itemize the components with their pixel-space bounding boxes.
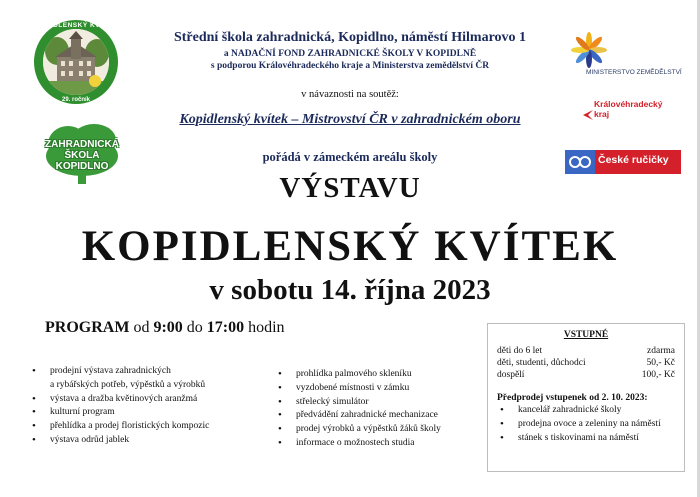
school-logo-line1: ZAHRADNICKÁ	[45, 139, 119, 150]
region-logo-line1: Královéhradecký	[594, 99, 663, 109]
list-item: • výstava a dražba květinových aranžmá	[32, 393, 262, 407]
program-line	[45, 319, 285, 337]
list-item: • vyzdobené místnosti v zámku	[278, 382, 488, 396]
program-end: 17:00	[206, 319, 245, 336]
program-label: PROGRAM	[45, 319, 130, 336]
program-from-word: od	[133, 319, 150, 336]
list-item: • informace o možnostech studia	[278, 437, 488, 451]
program-start: 9:00	[153, 319, 183, 336]
ministry-logo-text: MINISTERSTVO ZEMĚDĚLSTVÍ	[586, 69, 682, 76]
list-item: • přehlídka a prodej floristických kompozic	[32, 420, 262, 434]
event-title: KOPIDLENSKÝ KVÍTEK	[81, 223, 619, 270]
foundation-line: a NADAČNÍ FOND ZAHRADNICKÉ ŠKOLY V KOPIDLNĚ	[223, 49, 477, 59]
region-logo-text	[594, 99, 663, 119]
kopidlensky-kvitek-seal-logo	[34, 20, 118, 104]
admission-row-label: dospělí	[497, 370, 525, 380]
host-text: pořádá v zámeckém areálu školy	[262, 150, 438, 164]
ceske-rucicky-text: České ručičky	[598, 154, 669, 166]
list-item: • stánek s tiskovinami na náměstí	[500, 432, 678, 446]
admission-row-label: děti do 6 let	[497, 346, 543, 356]
list-item: • předvádění zahradnické mechanizace	[278, 409, 488, 423]
competition-name: Kopidlenský kvítek – Mistrovství ČR v zahradnickém oboru	[179, 112, 521, 127]
admission-row-price: zdarma	[647, 346, 675, 356]
admission-box	[487, 323, 685, 472]
admission-title: VSTUPNÉ	[563, 330, 609, 340]
program-to-word: do	[186, 319, 203, 336]
program-list-right	[278, 368, 488, 451]
list-item: • prodejní výstava zahradnických a rybářských potřeb, výpěstků a výrobků	[32, 365, 262, 393]
admission-row-price: 100,- Kč	[641, 370, 675, 380]
chateau-icon	[43, 29, 109, 95]
seal-top-text: KOPIDLENSKÝ KVÍTEK	[35, 22, 117, 29]
seal-year-text: 29. ročník	[61, 97, 90, 103]
region-logo-line2: kraj	[594, 109, 610, 119]
presale-title: Předprodej vstupenek od 2. 10. 2023:	[497, 393, 648, 403]
intro-text: v návaznosti na soutěž:	[301, 89, 399, 100]
presale-list	[500, 404, 678, 445]
list-item: • prodej výrobků a výpěstků žáků školy	[278, 423, 488, 437]
admission-row-price: 50,- Kč	[646, 358, 675, 368]
list-item: • kancelář zahradnické školy	[500, 404, 678, 418]
exhibition-label: VÝSTAVU	[279, 172, 421, 204]
event-date: v sobotu 14. října 2023	[209, 274, 491, 306]
school-logo-line3: KOPIDLNO	[55, 161, 109, 172]
list-item: • prodejna ovoce a zeleniny na náměstí	[500, 418, 678, 432]
school-name: Střední škola zahradnická, Kopidlno, náměstí Hilmarovo 1	[173, 30, 527, 45]
list-item: • prohlídka palmového skleníku	[278, 368, 488, 382]
program-hour-word: hodin	[248, 319, 285, 336]
school-logo-line2: ŠKOLA	[64, 150, 100, 161]
list-item: • výstava odrůd jablek	[32, 434, 262, 448]
program-list-left	[32, 365, 262, 448]
admission-row-label: děti, studenti, důchodci	[497, 358, 586, 368]
list-item: • střelecký simulátor	[278, 396, 488, 410]
list-item: • kulturní program	[32, 406, 262, 420]
support-line: s podporou Královéhradeckého kraje a Ministerstva zemědělství ČR	[210, 61, 490, 71]
